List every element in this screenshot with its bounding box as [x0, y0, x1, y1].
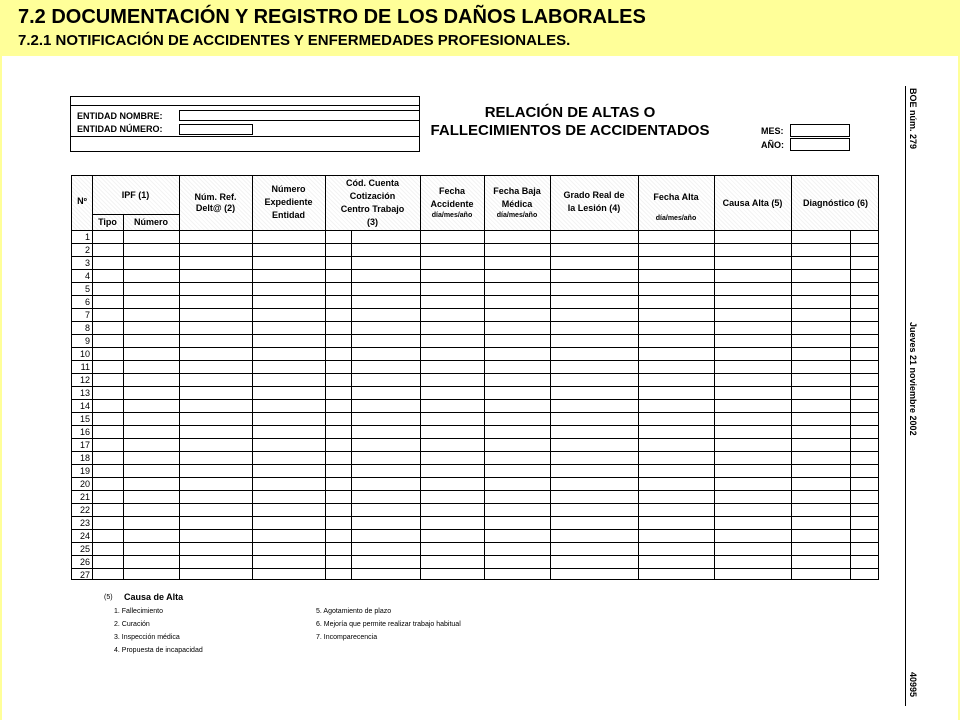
page-title: 7.2 DOCUMENTACIÓN Y REGISTRO DE LOS DAÑOS LABORALES [18, 6, 646, 28]
legend-item: 5. Agotamiento de plazo [316, 608, 392, 615]
col-grado-header [550, 190, 638, 214]
row-number: 4 [84, 271, 90, 281]
row-number: 2 [84, 245, 90, 255]
legend-title: Causa de Alta [124, 592, 184, 602]
col-cod-line-3: Centro Trabajo [340, 204, 405, 214]
col-divider [550, 176, 551, 579]
relacion-title [420, 104, 720, 140]
anio-field[interactable] [790, 138, 850, 151]
row-rule [72, 256, 878, 257]
row-number: 9 [84, 336, 90, 346]
row-number: 16 [79, 427, 90, 437]
legend-item: 4. Propuesta de incapacidad [114, 647, 203, 654]
col-divider [325, 176, 326, 579]
entidad-nombre-field[interactable] [179, 110, 420, 121]
row-rule [72, 373, 878, 374]
row-rule [72, 529, 878, 530]
col-grado-line-1: Grado Real de [563, 190, 625, 200]
col-exp-line-2: Expediente [264, 197, 313, 207]
ipf-subrule [92, 214, 179, 215]
row-rule [72, 295, 878, 296]
col-cod-line-1: Cód. Cuenta [346, 178, 399, 188]
col-cod-header [325, 178, 420, 228]
row-rule [72, 425, 878, 426]
col-divider [638, 176, 639, 579]
legend-item: 3. Inspección médica [114, 634, 180, 641]
row-rule [72, 399, 878, 400]
row-number: 1 [84, 232, 90, 242]
entidad-numero-field[interactable] [179, 124, 253, 135]
row-rule [72, 308, 878, 309]
row-rule [72, 412, 878, 413]
col-diag-header: Diagnóstico (6) [802, 198, 868, 208]
mes-label: MES: [761, 126, 784, 136]
row-number: 25 [79, 544, 90, 554]
legend-item: 1. Fallecimiento [114, 608, 164, 615]
row-rule [72, 516, 878, 517]
col-divider [92, 176, 93, 579]
row-rule [72, 334, 878, 335]
col-grado-line-2: la Lesión (4) [567, 203, 621, 213]
col-exp-line-3: Entidad [272, 210, 305, 220]
row-rule [72, 490, 878, 491]
row-rule [72, 542, 878, 543]
row-rule [72, 438, 878, 439]
col-divider [791, 176, 792, 579]
row-number: 26 [79, 557, 90, 567]
row-number: 20 [79, 479, 90, 489]
col-divider [714, 176, 715, 579]
boe-number: BOE núm. 279 [908, 88, 918, 150]
row-number: 6 [84, 297, 90, 307]
col-cod-line-2: Cotización [349, 191, 396, 201]
row-rule [72, 243, 878, 244]
row-rule [72, 386, 878, 387]
row-number: 7 [84, 310, 90, 320]
row-rule [72, 477, 878, 478]
col-fbaja-line-1: Fecha Baja [493, 186, 541, 196]
col-falta-line-2: día/mes/año [655, 215, 697, 222]
col-cod-line-4: (3) [367, 217, 378, 227]
col-no-header: Nº [77, 196, 87, 206]
mes-field[interactable] [790, 124, 850, 137]
row-number: 24 [79, 531, 90, 541]
row-number: 21 [79, 492, 90, 502]
relacion-line-1: RELACIÓN DE ALTAS O [484, 104, 656, 121]
row-rule [72, 347, 878, 348]
altas-table [71, 175, 879, 580]
row-rule [72, 360, 878, 361]
row-number: 14 [79, 401, 90, 411]
row-rule [72, 282, 878, 283]
row-number: 23 [79, 518, 90, 528]
row-number: 13 [79, 388, 90, 398]
entity-box [70, 96, 420, 152]
row-number: 11 [80, 362, 90, 372]
row-number: 17 [79, 440, 90, 450]
legend-number: (5) [104, 594, 113, 601]
header-bottom-rule [72, 230, 878, 231]
col-numero-header: Número [133, 217, 168, 227]
legend-item: 2. Curación [114, 621, 150, 628]
legend-item: 7. Incomparecencia [316, 634, 378, 641]
boe-page: 40995 [908, 672, 918, 698]
row-rule [72, 269, 878, 270]
entity-top-rule [71, 105, 419, 106]
row-rule [72, 568, 878, 569]
row-number: 18 [79, 453, 90, 463]
anio-label: AÑO: [761, 140, 784, 150]
col-ref-header [179, 192, 252, 214]
row-rule [72, 555, 878, 556]
row-number: 19 [79, 466, 90, 476]
col-facc-line-2: Accidente [430, 199, 474, 209]
col-divider [179, 176, 180, 579]
col-divider [484, 176, 485, 579]
col-falta-header [638, 192, 714, 224]
row-number: 22 [79, 505, 90, 515]
entidad-numero-label: ENTIDAD NÚMERO: [77, 124, 163, 134]
row-number: 3 [84, 258, 90, 268]
row-number: 10 [79, 349, 90, 359]
col-facc-header [420, 186, 484, 221]
col-ref-line-2: Delt@ (2) [195, 203, 236, 213]
row-number: 15 [79, 414, 90, 424]
row-rule [72, 451, 878, 452]
row-rule [72, 503, 878, 504]
row-number: 27 [79, 570, 90, 580]
col-exp-header [252, 184, 325, 221]
entity-mid-rule [71, 136, 419, 137]
col-tipo-header: Tipo [98, 217, 117, 227]
col-falta-line-1: Fecha Alta [653, 192, 699, 202]
col-fbaja-header [484, 186, 550, 221]
col-facc-line-3: día/mes/año [431, 212, 473, 219]
row-number: 12 [79, 375, 90, 385]
col-divider [252, 176, 253, 579]
col-causa-header: Causa Alta (5) [722, 198, 783, 208]
col-ipf-header: IPF (1) [121, 190, 150, 200]
page-subtitle: 7.2.1 NOTIFICACIÓN DE ACCIDENTES Y ENFERMEDADES PROFESIONALES. [18, 32, 571, 49]
row-rule [72, 321, 878, 322]
row-number: 8 [84, 323, 90, 333]
col-fbaja-line-2: Médica [501, 199, 533, 209]
row-rule [72, 464, 878, 465]
col-fbaja-line-3: día/mes/año [496, 212, 538, 219]
col-divider [420, 176, 421, 579]
boe-date: Jueves 21 noviembre 2002 [908, 322, 918, 436]
side-rule [905, 86, 906, 706]
row-number: 5 [84, 284, 90, 294]
legend-item: 6. Mejoría que permite realizar trabajo habitual [316, 621, 461, 628]
col-exp-line-1: Número [271, 184, 306, 194]
entidad-nombre-label: ENTIDAD NOMBRE: [77, 111, 163, 121]
col-ref-line-1: Núm. Ref. [194, 192, 237, 202]
col-facc-line-1: Fecha [438, 186, 465, 196]
relacion-line-2: FALLECIMIENTOS DE ACCIDENTADOS [430, 122, 710, 139]
